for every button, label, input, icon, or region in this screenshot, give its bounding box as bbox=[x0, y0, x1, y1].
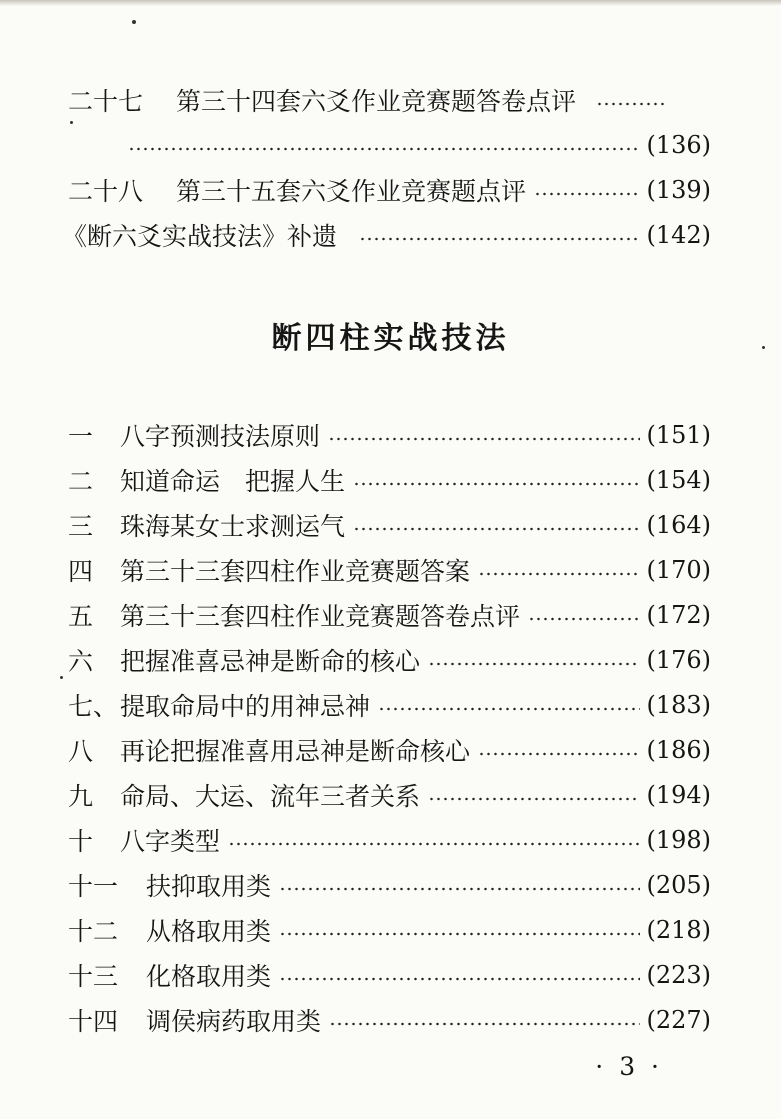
entry-number: 一 bbox=[68, 422, 94, 451]
entry-title: 扶抑取用类 bbox=[146, 872, 272, 901]
entry-number: 十四 bbox=[68, 1007, 119, 1036]
entry-title: 调侯病药取用类 bbox=[146, 1007, 322, 1036]
entry-page-number: (205) bbox=[646, 871, 711, 899]
dot-leader bbox=[478, 752, 640, 756]
toc-entry[interactable] bbox=[62, 218, 711, 252]
entry-title: 提取命局中的用神忌神 bbox=[120, 692, 371, 721]
dot-leader bbox=[596, 102, 666, 106]
entry-title: 第三十三套四柱作业竞赛题答卷点评 bbox=[120, 602, 521, 631]
entry-title: 八字预测技法原则 bbox=[120, 422, 321, 451]
page-footer-number: · 3 · bbox=[595, 1052, 663, 1081]
entry-title: 珠海某女士求测运气 bbox=[120, 512, 346, 541]
entry-page-number: (186) bbox=[646, 736, 711, 764]
entry-number: 三 bbox=[68, 512, 94, 541]
dot-leader bbox=[534, 192, 640, 196]
entry-title: 把握准喜忌神是断命的核心 bbox=[120, 647, 421, 676]
entry-title: 从格取用类 bbox=[146, 917, 272, 946]
toc-entry[interactable] bbox=[68, 778, 711, 812]
entry-page-number: (154) bbox=[646, 466, 711, 494]
toc-entry[interactable] bbox=[68, 823, 711, 857]
scan-speck bbox=[70, 121, 73, 124]
section-title: 断四柱实战技法 bbox=[271, 321, 510, 356]
entry-number: 九 bbox=[68, 782, 94, 811]
toc-entry[interactable] bbox=[68, 1003, 711, 1037]
entry-page-number: (170) bbox=[646, 556, 711, 584]
entry-number: 四 bbox=[68, 557, 94, 586]
entry-title: 命局、大运、流年三者关系 bbox=[120, 782, 421, 811]
toc-entry[interactable] bbox=[68, 913, 711, 947]
entry-number: 二十七 bbox=[68, 87, 144, 116]
entry-page-number: (198) bbox=[646, 826, 711, 854]
entry-number: 六 bbox=[68, 647, 94, 676]
dot-leader bbox=[128, 147, 640, 151]
entry-title: 第三十五套六爻作业竞赛题点评 bbox=[176, 177, 527, 206]
entry-number: 十 bbox=[68, 827, 94, 856]
toc-entry[interactable] bbox=[68, 643, 711, 677]
toc-entry[interactable] bbox=[68, 508, 711, 542]
entry-number: 五 bbox=[68, 602, 94, 631]
entry-title: 知道命运 把握人生 bbox=[120, 467, 346, 496]
entry-title: 八字类型 bbox=[120, 827, 221, 856]
entry-page-number: (136) bbox=[646, 131, 711, 159]
entry-page-number: (142) bbox=[646, 221, 711, 249]
entry-page-number: (183) bbox=[646, 691, 711, 719]
dot-leader bbox=[478, 572, 640, 576]
toc-entry[interactable] bbox=[68, 173, 711, 207]
toc-entry[interactable] bbox=[68, 463, 711, 497]
entry-page-number: (194) bbox=[646, 781, 711, 809]
entry-title: 《断六爻实战技法》补遗 bbox=[62, 222, 338, 251]
toc-entry[interactable] bbox=[68, 553, 711, 587]
toc-entry-continuation[interactable] bbox=[128, 128, 711, 162]
dot-leader bbox=[528, 617, 640, 621]
dot-leader bbox=[378, 707, 640, 711]
dot-leader bbox=[428, 797, 640, 801]
toc-entry[interactable] bbox=[68, 868, 711, 902]
toc-entry[interactable] bbox=[68, 733, 711, 767]
toc-entry[interactable] bbox=[68, 83, 711, 117]
entry-page-number: (172) bbox=[646, 601, 711, 629]
entry-page-number: (223) bbox=[646, 961, 711, 989]
entry-page-number: (227) bbox=[646, 1006, 711, 1034]
toc-entry[interactable] bbox=[68, 598, 711, 632]
dot-leader bbox=[328, 437, 640, 441]
dot-leader bbox=[279, 932, 640, 936]
dot-leader bbox=[353, 527, 640, 531]
scan-edge-shadow bbox=[0, 0, 781, 6]
entry-number: 二 bbox=[68, 467, 94, 496]
dot-leader bbox=[228, 842, 640, 846]
entry-number: 十二 bbox=[68, 917, 119, 946]
entry-page-number: (139) bbox=[646, 176, 711, 204]
entry-page-number: (164) bbox=[646, 511, 711, 539]
entry-title: 第三十三套四柱作业竞赛题答案 bbox=[120, 557, 471, 586]
scan-speck bbox=[60, 676, 63, 679]
entry-title: 化格取用类 bbox=[146, 962, 272, 991]
entry-number: 八 bbox=[68, 737, 94, 766]
toc-entry[interactable] bbox=[68, 958, 711, 992]
entry-page-number: (218) bbox=[646, 916, 711, 944]
dot-leader bbox=[353, 482, 640, 486]
dot-leader bbox=[329, 1022, 640, 1026]
entry-number: 二十八 bbox=[68, 177, 144, 206]
dot-leader bbox=[279, 977, 640, 981]
entry-number: 十三 bbox=[68, 962, 119, 991]
entry-page-number: (151) bbox=[646, 421, 711, 449]
dot-leader bbox=[279, 887, 640, 891]
scan-speck bbox=[132, 20, 136, 24]
entry-title: 再论把握准喜用忌神是断命核心 bbox=[120, 737, 471, 766]
entry-number: 十一 bbox=[68, 872, 119, 901]
dot-leader bbox=[359, 237, 640, 241]
toc-entry[interactable] bbox=[68, 688, 711, 722]
entry-page-number: (176) bbox=[646, 646, 711, 674]
dot-leader bbox=[428, 662, 640, 666]
entry-number: 七、 bbox=[68, 692, 119, 721]
entry-title: 第三十四套六爻作业竞赛题答卷点评 bbox=[176, 87, 577, 116]
toc-entry[interactable] bbox=[68, 418, 711, 452]
